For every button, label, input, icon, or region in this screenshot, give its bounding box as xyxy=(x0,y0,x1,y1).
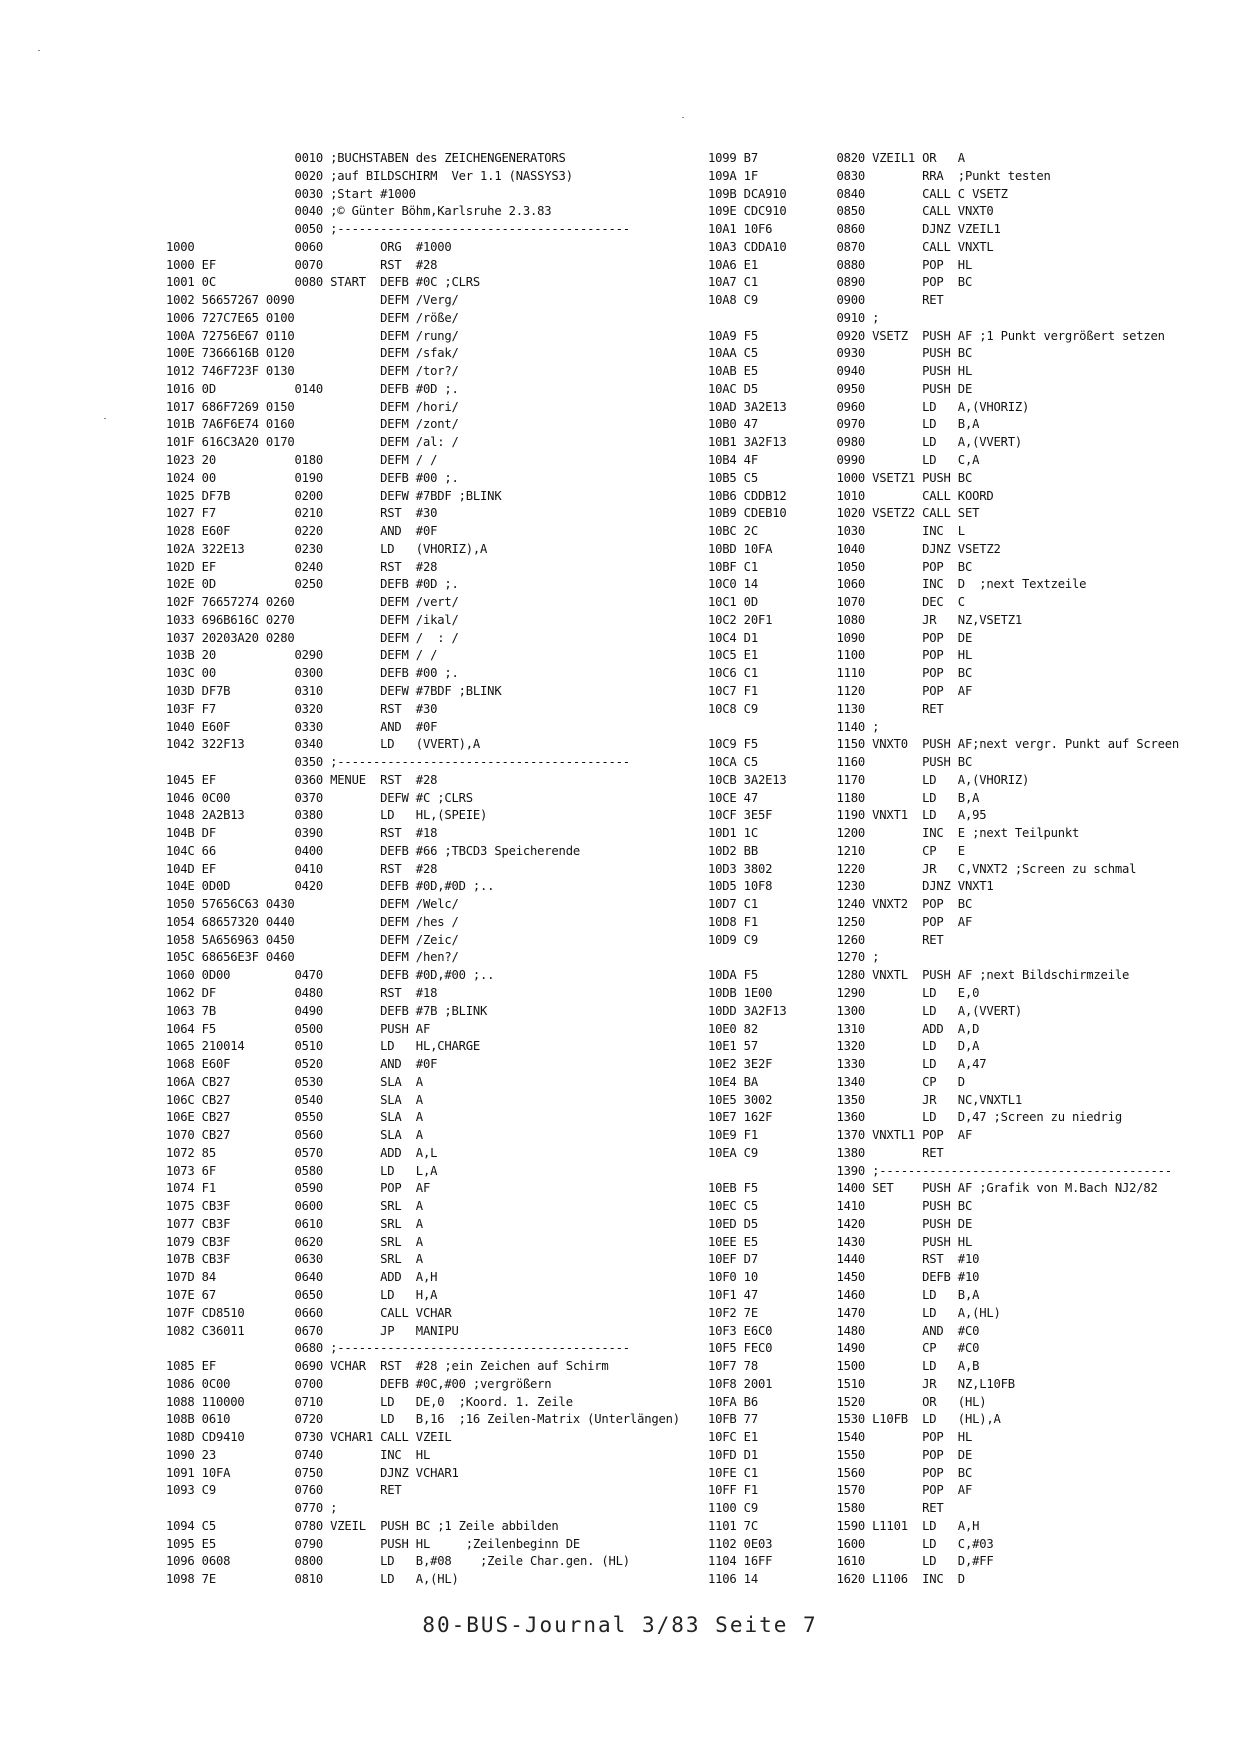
listing-line: 1048 2A2B13 0380 LD HL,(SPEIE) xyxy=(166,808,488,823)
listing-right-column xyxy=(708,150,1180,1589)
listing-line: 1068 E60F 0520 AND #0F xyxy=(166,1057,438,1072)
listing-line: 1140 ; xyxy=(708,719,880,734)
listing-line: 1082 C36011 0670 JP MANIPU xyxy=(166,1323,459,1338)
listing-line: 1000 0060 ORG #1000 xyxy=(166,239,452,254)
listing-line: 10B1 3A2F13 0980 LD A,(VVERT) xyxy=(708,435,1023,450)
listing-line: 1042 322F13 0340 LD (VVERT),A xyxy=(166,737,481,752)
listing-line: 101B 7A6F6E74 0160 DEFM /zont/ xyxy=(166,417,459,432)
listing-line: 10FB 77 1530 L10FB LD (HL),A xyxy=(708,1412,1001,1427)
listing-line: 1101 7C 1590 L1101 LD A,H xyxy=(708,1518,980,1533)
listing-line: 106A CB27 0530 SLA A xyxy=(166,1074,423,1089)
listing-line: 103C 00 0300 DEFB #00 ;. xyxy=(166,666,459,681)
listing-line: 1025 DF7B 0200 DEFW #7BDF ;BLINK xyxy=(166,488,502,503)
listing-line: 1050 57656C63 0430 DEFM /Welc/ xyxy=(166,897,459,912)
listing-line: 1098 7E 0810 LD A,(HL) xyxy=(166,1572,459,1587)
listing-line: 1075 CB3F 0600 SRL A xyxy=(166,1199,423,1214)
listing-line: 106C CB27 0540 SLA A xyxy=(166,1092,423,1107)
listing-line: 102D EF 0240 RST #28 xyxy=(166,559,438,574)
listing-line: 1099 B7 0820 VZEIL1 OR A xyxy=(708,151,965,165)
listing-line: 10B9 CDEB10 1020 VSETZ2 CALL SET xyxy=(708,506,980,521)
listing-line: 10C0 14 1060 INC D ;next Textzeile xyxy=(708,577,1087,592)
listing-line: 10B4 4F 0990 LD C,A xyxy=(708,453,980,468)
listing-line: 109B DCA910 0840 CALL C VSETZ xyxy=(708,186,1008,201)
listing-line: 10CA C5 1160 PUSH BC xyxy=(708,755,973,770)
listing-line: 1100 C9 1580 RET xyxy=(708,1501,944,1516)
listing-line: 100E 7366616B 0120 DEFM /sfak/ xyxy=(166,346,459,361)
listing-line: 10F8 2001 1510 JR NZ,L10FB xyxy=(708,1376,1015,1391)
listing-line: 10BC 2C 1030 INC L xyxy=(708,524,965,539)
listing-line: 10C4 D1 1090 POP DE xyxy=(708,630,973,645)
listing-line: 10D2 BB 1210 CP E xyxy=(708,843,965,858)
listing-line: 10AA C5 0930 PUSH BC xyxy=(708,346,973,361)
listing-line: 105C 68656E3F 0460 DEFM /hen?/ xyxy=(166,950,459,965)
listing-line: 1074 F1 0590 POP AF xyxy=(166,1181,431,1196)
listing-line: 10E1 57 1320 LD D,A xyxy=(708,1039,980,1054)
listing-line: 10D3 3802 1220 JR C,VNXT2 ;Screen zu schmal xyxy=(708,861,1137,876)
listing-line: 10C7 F1 1120 POP AF xyxy=(708,683,973,698)
listing-line: 10EE E5 1430 PUSH HL xyxy=(708,1234,973,1249)
listing-line: 108D CD9410 0730 VCHAR1 CALL VZEIL xyxy=(166,1430,452,1445)
listing-line: 1040 E60F 0330 AND #0F xyxy=(166,719,438,734)
listing-line: 10A7 C1 0890 POP BC xyxy=(708,275,973,290)
listing-line: 10E0 82 1310 ADD A,D xyxy=(708,1021,980,1036)
listing-line: 1106 14 1620 L1106 INC D xyxy=(708,1572,965,1587)
listing-line: 10B5 C5 1000 VSETZ1 PUSH BC xyxy=(708,470,973,485)
listing-line: 102F 76657274 0260 DEFM /vert/ xyxy=(166,595,459,610)
listing-line: 102A 322E13 0230 LD (VHORIZ),A xyxy=(166,541,488,556)
listing-line: 10D7 C1 1240 VNXT2 POP BC xyxy=(708,897,973,912)
page-footer: 80-BUS-Journal 3/83 Seite 7 xyxy=(422,1613,818,1637)
listing-line: 10C9 F5 1150 VNXT0 PUSH AF;next vergr. Punkt auf Screen xyxy=(708,737,1180,752)
listing-line: 107B CB3F 0630 SRL A xyxy=(166,1252,423,1267)
listing-line: 10F0 10 1450 DEFB #10 xyxy=(708,1270,980,1285)
listing-line: 1027 F7 0210 RST #30 xyxy=(166,506,438,521)
listing-line: 107F CD8510 0660 CALL VCHAR xyxy=(166,1305,452,1320)
listing-line: 10F3 E6C0 1480 AND #C0 xyxy=(708,1323,980,1338)
listing-line: 1072 85 0570 ADD A,L xyxy=(166,1145,438,1160)
listing-line: 106E CB27 0550 SLA A xyxy=(166,1110,423,1125)
listing-line: 1070 CB27 0560 SLA A xyxy=(166,1128,423,1143)
scan-speck xyxy=(682,117,684,118)
listing-line: 1024 00 0190 DEFB #00 ;. xyxy=(166,470,459,485)
listing-line: 1016 0D 0140 DEFB #0D ;. xyxy=(166,381,459,396)
scan-speck xyxy=(104,418,106,419)
listing-line: 1073 6F 0580 LD L,A xyxy=(166,1163,438,1178)
listing-line: 10C2 20F1 1080 JR NZ,VSETZ1 xyxy=(708,612,1023,627)
listing-line: 10E4 BA 1340 CP D xyxy=(708,1074,965,1089)
listing-line: 0020 ;auf BILDSCHIRM Ver 1.1 (NASSYS3) xyxy=(166,168,573,183)
listing-line: 1006 727C7E65 0100 DEFM /röße/ xyxy=(166,310,459,325)
listing-line: 104C 66 0400 DEFB #66 ;TBCD3 Speicherende xyxy=(166,843,580,858)
listing-line: 1000 EF 0070 RST #28 xyxy=(166,257,438,272)
listing-line: 10DB 1E00 1290 LD E,0 xyxy=(708,985,980,1000)
listing-line: 0050 ;----------------------------------------- xyxy=(166,222,630,237)
listing-line: 1023 20 0180 DEFM / / xyxy=(166,453,438,468)
listing-line: 10B6 CDDB12 1010 CALL KOORD xyxy=(708,488,994,503)
listing-line: 0030 ;Start #1000 xyxy=(166,186,416,201)
listing-line: 1037 20203A20 0280 DEFM / : / xyxy=(166,630,459,645)
listing-line: 1028 E60F 0220 AND #0F xyxy=(166,524,438,539)
listing-line: 1060 0D00 0470 DEFB #0D,#00 ;.. xyxy=(166,968,495,983)
listing-line: 1012 746F723F 0130 DEFM /tor?/ xyxy=(166,364,459,379)
listing-line: 103F F7 0320 RST #30 xyxy=(166,701,438,716)
listing-line: 1058 5A656963 0450 DEFM /Zeic/ xyxy=(166,932,459,947)
listing-line: 10BD 10FA 1040 DJNZ VSETZ2 xyxy=(708,541,1001,556)
listing-line: 107E 67 0650 LD H,A xyxy=(166,1288,438,1302)
listing-line: 104E 0D0D 0420 DEFB #0D,#0D ;.. xyxy=(166,879,495,894)
listing-line: 1054 68657320 0440 DEFM /hes / xyxy=(166,914,459,929)
listing-line: 10EC C5 1410 PUSH BC xyxy=(708,1199,973,1214)
listing-line: 1390 ;----------------------------------------- xyxy=(708,1163,1172,1178)
listing-line: 101F 616C3A20 0170 DEFM /al: / xyxy=(166,435,459,450)
listing-line: 1093 C9 0760 RET xyxy=(166,1483,402,1498)
listing-line: 1102 0E03 1600 LD C,#03 xyxy=(708,1536,994,1551)
listing-line: 1270 ; xyxy=(708,950,880,965)
listing-line: 10A9 F5 0920 VSETZ PUSH AF ;1 Punkt vergrößert setzen xyxy=(708,328,1165,343)
listing-line: 10FC E1 1540 POP HL xyxy=(708,1430,973,1445)
listing-line: 0680 ;----------------------------------------- xyxy=(166,1341,630,1356)
listing-line: 10EB F5 1400 SET PUSH AF ;Grafik von M.Bach NJ2/82 xyxy=(708,1181,1158,1196)
listing-line: 10D1 1C 1200 INC E ;next Teilpunkt xyxy=(708,826,1080,841)
listing-line: 10AC D5 0950 PUSH DE xyxy=(708,381,973,396)
listing-line: 10CE 47 1180 LD B,A xyxy=(708,790,980,805)
listing-line: 109A 1F 0830 RRA ;Punkt testen xyxy=(708,168,1051,183)
listing-line: 1086 0C00 0700 DEFB #0C,#00 ;vergrößern xyxy=(166,1376,552,1391)
listing-line: 1045 EF 0360 MENUE RST #28 xyxy=(166,772,438,787)
listing-line: 10C6 C1 1110 POP BC xyxy=(708,666,973,681)
listing-line: 102E 0D 0250 DEFB #0D ;. xyxy=(166,577,459,592)
listing-line: 1085 EF 0690 VCHAR RST #28 ;ein Zeichen auf Schirm xyxy=(166,1359,609,1374)
listing-line: 10F2 7E 1470 LD A,(HL) xyxy=(708,1305,1001,1320)
listing-line: 10A6 E1 0880 POP HL xyxy=(708,257,973,272)
listing-line: 10CB 3A2E13 1170 LD A,(VHORIZ) xyxy=(708,772,1030,787)
listing-line: 1046 0C00 0370 DEFW #C ;CLRS xyxy=(166,790,473,805)
listing-line: 10D9 C9 1260 RET xyxy=(708,932,944,947)
listing-line: 10D8 F1 1250 POP AF xyxy=(708,914,973,929)
listing-line: 1065 210014 0510 LD HL,CHARGE xyxy=(166,1039,481,1054)
listing-line: 1033 696B616C 0270 DEFM /ikal/ xyxy=(166,612,459,627)
listing-line: 10E5 3002 1350 JR NC,VNXTL1 xyxy=(708,1092,1023,1107)
listing-line: 1062 DF 0480 RST #18 xyxy=(166,985,438,1000)
listing-line: 10FE C1 1560 POP BC xyxy=(708,1465,973,1480)
listing-line: 1064 F5 0500 PUSH AF xyxy=(166,1021,431,1036)
listing-line: 10D5 10F8 1230 DJNZ VNXT1 xyxy=(708,879,994,894)
listing-line: 1077 CB3F 0610 SRL A xyxy=(166,1216,423,1231)
listing-line: 1091 10FA 0750 DJNZ VCHAR1 xyxy=(166,1465,459,1480)
listing-line: 0010 ;BUCHSTABEN des ZEICHENGENERATORS xyxy=(166,151,566,165)
listing-line: 1090 23 0740 INC HL xyxy=(166,1447,431,1462)
listing-line: 1088 110000 0710 LD DE,0 ;Koord. 1. Zeile xyxy=(166,1394,573,1409)
listing-line: 10FF F1 1570 POP AF xyxy=(708,1483,973,1498)
listing-line: 1001 0C 0080 START DEFB #0C ;CLRS xyxy=(166,275,481,290)
listing-line: 103B 20 0290 DEFM / / xyxy=(166,648,438,663)
listing-line: 1079 CB3F 0620 SRL A xyxy=(166,1234,423,1249)
listing-line: 1017 686F7269 0150 DEFM /hori/ xyxy=(166,399,459,414)
listing-line: 0040 ;© Günter Böhm,Karlsruhe 2.3.83 xyxy=(166,204,552,219)
listing-line: 10E2 3E2F 1330 LD A,47 xyxy=(708,1057,987,1072)
listing-line: 10CF 3E5F 1190 VNXT1 LD A,95 xyxy=(708,808,987,823)
listing-line: 1063 7B 0490 DEFB #7B ;BLINK xyxy=(166,1003,488,1018)
listing-line: 10C5 E1 1100 POP HL xyxy=(708,648,973,663)
listing-line: 10B0 47 0970 LD B,A xyxy=(708,417,980,432)
listing-line: 10A8 C9 0900 RET xyxy=(708,293,944,308)
listing-line: 1002 56657267 0090 DEFM /Verg/ xyxy=(166,293,459,308)
listing-line: 10A3 CDDA10 0870 CALL VNXTL xyxy=(708,239,994,254)
listing-line: 108B 0610 0720 LD B,16 ;16 Zeilen-Matrix (Unterlängen) xyxy=(166,1412,680,1427)
listing-line: 10AD 3A2E13 0960 LD A,(VHORIZ) xyxy=(708,399,1030,414)
listing-line: 10DD 3A2F13 1300 LD A,(VVERT) xyxy=(708,1003,1023,1018)
listing-line: 10C8 C9 1130 RET xyxy=(708,701,944,716)
listing-line: 107D 84 0640 ADD A,H xyxy=(166,1270,438,1285)
listing-line: 10F5 FEC0 1490 CP #C0 xyxy=(708,1341,980,1356)
listing-line: 103D DF7B 0310 DEFW #7BDF ;BLINK xyxy=(166,683,502,698)
listing-line: 1095 E5 0790 PUSH HL ;Zeilenbeginn DE xyxy=(166,1536,580,1551)
listing-line: 0910 ; xyxy=(708,310,880,325)
listing-line: 10BF C1 1050 POP BC xyxy=(708,559,973,574)
listing-line: 1094 C5 0780 VZEIL PUSH BC ;1 Zeile abbilden xyxy=(166,1518,559,1533)
listing-line: 100A 72756E67 0110 DEFM /rung/ xyxy=(166,328,459,343)
listing-line: 10F1 47 1460 LD B,A xyxy=(708,1288,980,1302)
listing-line: 10AB E5 0940 PUSH HL xyxy=(708,364,973,379)
listing-line: 104D EF 0410 RST #28 xyxy=(166,861,438,876)
listing-line: 10EA C9 1380 RET xyxy=(708,1145,944,1160)
listing-line: 10F7 78 1500 LD A,B xyxy=(708,1359,980,1374)
listing-line: 1096 0608 0800 LD B,#08 ;Zeile Char.gen. (HL) xyxy=(166,1554,630,1569)
scan-speck xyxy=(38,50,40,51)
listing-line: 10FD D1 1550 POP DE xyxy=(708,1447,973,1462)
listing-line: 0350 ;----------------------------------------- xyxy=(166,755,630,770)
listing-left-column xyxy=(166,150,680,1589)
listing-line: 109E CDC910 0850 CALL VNXT0 xyxy=(708,204,994,219)
listing-line: 10FA B6 1520 OR (HL) xyxy=(708,1394,987,1409)
listing-line: 10C1 0D 1070 DEC C xyxy=(708,595,965,610)
listing-line: 0770 ; xyxy=(166,1501,338,1516)
listing-line: 10EF D7 1440 RST #10 xyxy=(708,1252,980,1267)
listing-line: 1104 16FF 1610 LD D,#FF xyxy=(708,1554,994,1569)
listing-line: 10DA F5 1280 VNXTL PUSH AF ;next Bildschirmzeile xyxy=(708,968,1130,983)
listing-line: 10A1 10F6 0860 DJNZ VZEIL1 xyxy=(708,222,1001,237)
listing-line: 104B DF 0390 RST #18 xyxy=(166,826,438,841)
listing-line: 10E9 F1 1370 VNXTL1 POP AF xyxy=(708,1128,973,1143)
listing-line: 10E7 162F 1360 LD D,47 ;Screen zu niedrig xyxy=(708,1110,1122,1125)
listing-line: 10ED D5 1420 PUSH DE xyxy=(708,1216,973,1231)
